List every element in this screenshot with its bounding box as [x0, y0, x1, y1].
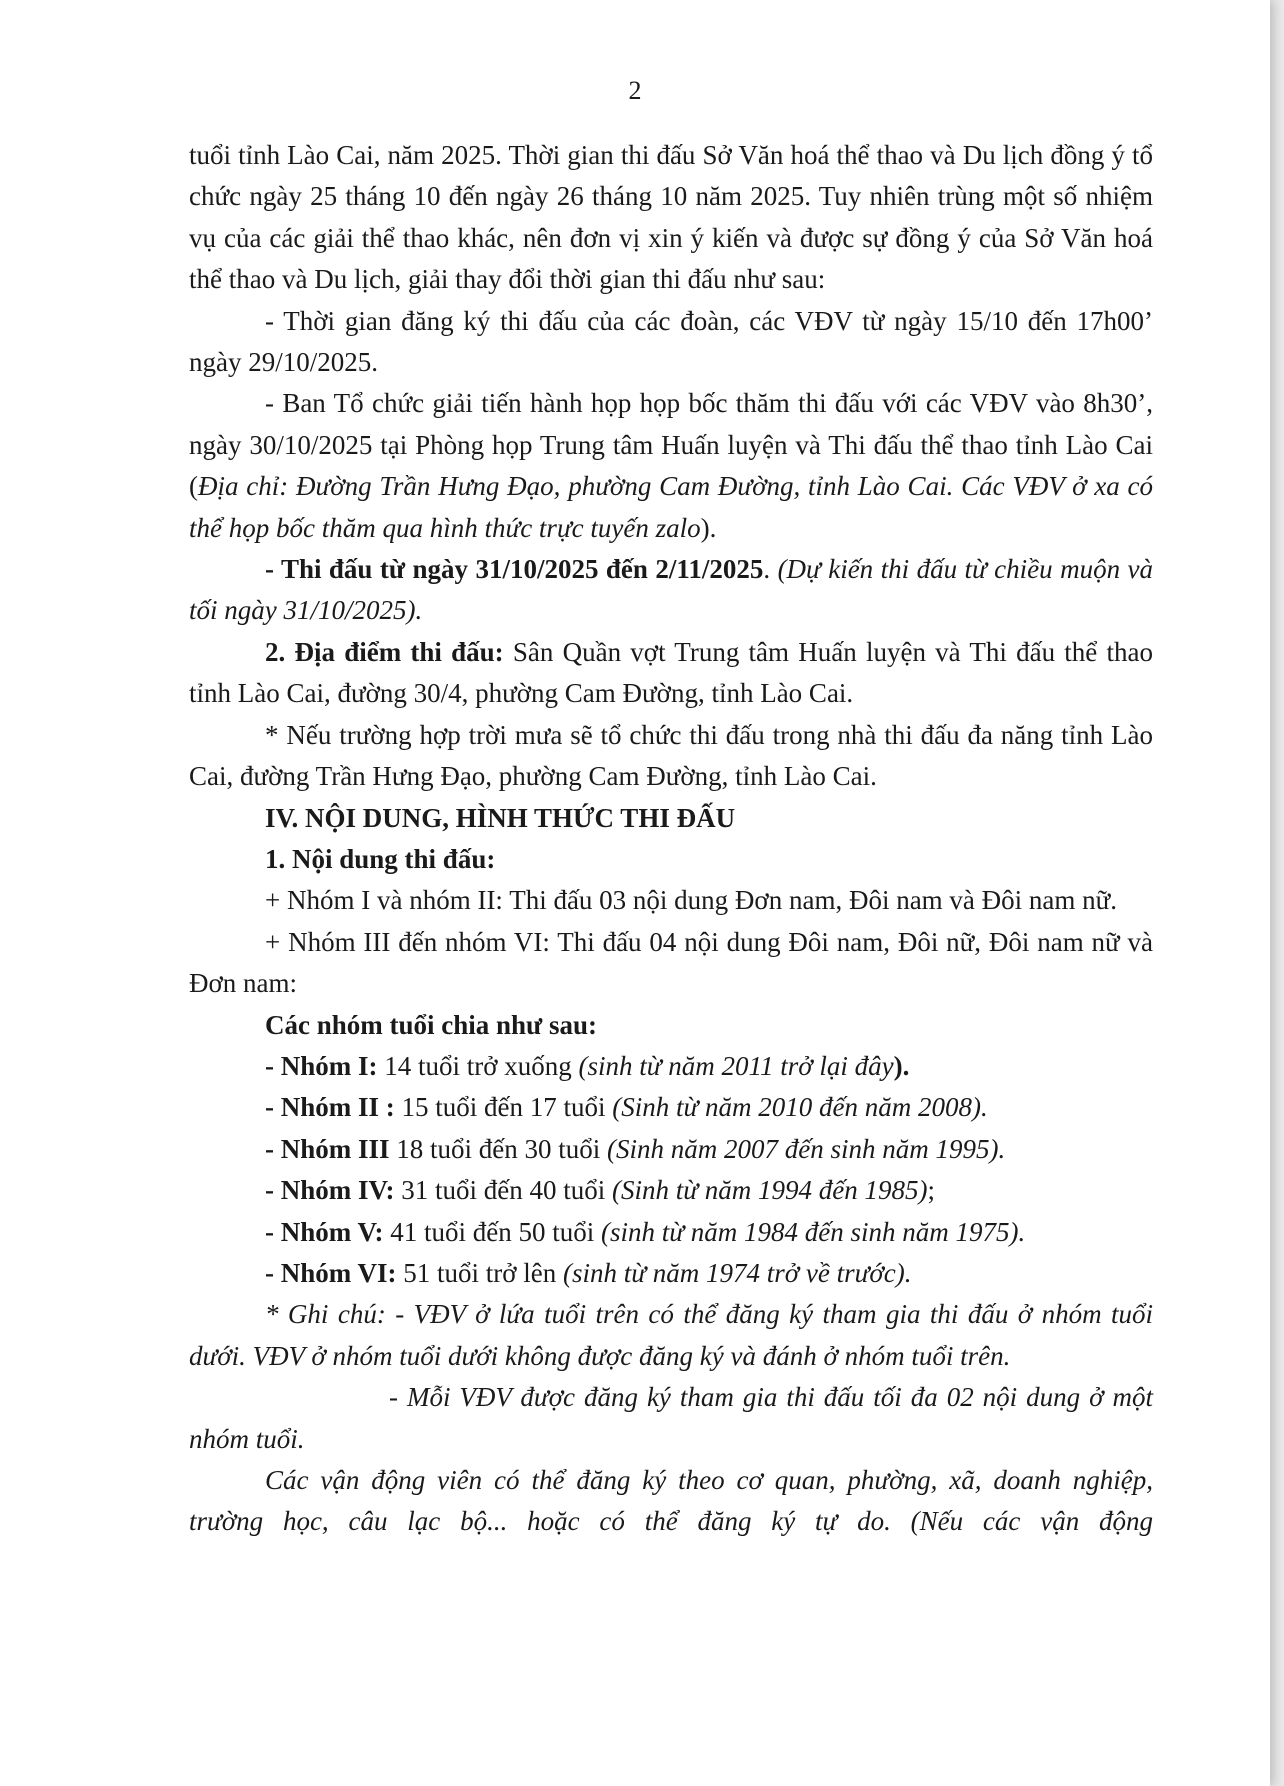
document-body [189, 135, 1153, 1543]
age-group-label: - Nhóm V: [265, 1216, 384, 1247]
note-registration [189, 1460, 1153, 1543]
age-group-label: - Nhóm II : [265, 1092, 395, 1123]
age-group-range: 14 tuổi trở xuống [377, 1050, 579, 1081]
age-group-tail: ). [893, 1050, 910, 1081]
competition-dates-note: (Dự kiến thi đấu từ chiều muộn và tối ngày 31/10/2025). [189, 554, 1153, 626]
age-group-item [189, 1212, 1153, 1253]
age-group-note: (sinh từ năm 1984 đến sinh năm 1975). [601, 1216, 1026, 1247]
age-group-tail: ; [927, 1175, 935, 1206]
age-group-item [189, 1087, 1153, 1128]
paragraph-draw-meeting [189, 383, 1153, 549]
paragraph-competition-dates [189, 549, 1153, 632]
age-group-range: 15 tuổi đến 17 tuổi [394, 1092, 613, 1123]
age-group-item [189, 1253, 1153, 1294]
age-group-note: (sinh từ năm 1974 trở về trước). [563, 1257, 912, 1288]
page-number: 2 [628, 76, 642, 105]
note-age-rule [189, 1294, 1153, 1377]
paragraph-group-3-6: + Nhóm III đến nhóm VI: Thi đấu 04 nội dung Đôi nam, Đôi nữ, Đôi nam nữ và Đơn nam: [189, 926, 1153, 999]
venue-heading: 2. Địa điểm thi đấu: [265, 636, 504, 667]
age-group-range: 51 tuổi trở lên [396, 1257, 564, 1288]
subheading-content [189, 839, 1153, 880]
competition-dates-dot: . [763, 554, 778, 585]
paragraph-group-1-2: + Nhóm I và nhóm II: Thi đấu 03 nội dung Đơn nam, Đôi nam và Đôi nam nữ. [265, 885, 1118, 916]
age-group-note: (Sinh năm 2007 đến sinh năm 1995). [607, 1133, 1006, 1164]
paragraph-venue [189, 632, 1153, 715]
paragraph-registration-time: - Thời gian đăng ký thi đấu của các đoàn, các VĐV từ ngày 15/10 đến 17h00’ ngày 29/10/2025. [189, 305, 1153, 378]
note-registration-text: Các vận động viên có thể đăng ký theo cơ quan, phường, xã, doanh nghiệp, trường học, câu lạc bộ... hoặc có thể đăng ký tự do. (Nếu các vận động [189, 1465, 1153, 1537]
section-heading-iv-text: IV. NỘI DUNG, HÌNH THỨC THI ĐẤU [265, 802, 736, 833]
subheading-content-text: 1. Nội dung thi đấu: [265, 843, 496, 874]
age-group-note: (Sinh từ năm 1994 đến 1985) [612, 1175, 928, 1206]
age-group-label: - Nhóm VI: [265, 1257, 397, 1288]
age-groups-heading-text: Các nhóm tuổi chia như sau: [265, 1009, 598, 1040]
age-group-note: (sinh từ năm 2011 trở lại đây [578, 1050, 894, 1081]
age-group-item [189, 1129, 1153, 1170]
paragraph-rain-plan: * Nếu trường hợp trời mưa sẽ tổ chức thi đấu trong nhà thi đấu đa năng tỉnh Lào Cai, đường Trần Hưng Đạo, phường Cam Đường, tỉnh Lào Cai. [189, 719, 1153, 792]
section-heading-iv [189, 798, 1153, 839]
draw-meeting-end: ). [700, 512, 717, 543]
age-group-label: - Nhóm III [265, 1133, 390, 1164]
note-max-events-text: - Mỗi VĐV được đăng ký tham gia thi đấu tối đa 02 nội dung ở một nhóm tuổi. [189, 1382, 1153, 1454]
age-group-item [189, 1046, 1153, 1087]
age-group-range: 18 tuổi đến 30 tuổi [389, 1133, 608, 1164]
age-group-range: 41 tuổi đến 50 tuổi [383, 1216, 602, 1247]
note-max-events [189, 1377, 1153, 1460]
age-group-note: (Sinh từ năm 2010 đến năm 2008). [612, 1092, 988, 1123]
note-age-rule-text: * Ghi chú: - VĐV ở lứa tuổi trên có thể đăng ký tham gia thi đấu ở nhóm tuổi dưới. VĐV ở nhóm tuổi dưới không được đăng ký và đánh ở nhóm tuổi trên. [189, 1299, 1153, 1371]
age-group-item [189, 1170, 1153, 1211]
age-groups-heading [189, 1005, 1153, 1046]
venue-text: Sân Quần vợt Trung tâm Huấn luyện và Thi đấu thể thao tỉnh Lào Cai, đường 30/4, phường Cam Đường, tỉnh Lào Cai. [189, 636, 1153, 709]
draw-meeting-address: Địa chỉ: Đường Trần Hưng Đạo, phường Cam Đường, tỉnh Lào Cai. Các VĐV ở xa có thể họp bốc thăm qua hình thức trực tuyến zalo [189, 471, 1153, 543]
age-group-label: - Nhóm I: [265, 1050, 378, 1081]
competition-dates-bold: - Thi đấu từ ngày 31/10/2025 đến 2/11/2025 [265, 554, 764, 585]
paragraph-schedule-intro: tuổi tỉnh Lào Cai, năm 2025. Thời gian thi đấu Sở Văn hoá thể thao và Du lịch đồng ý tổ chức ngày 25 tháng 10 đến ngày 26 tháng 10 năm 2025. Tuy nhiên trùng một số nhiệm vụ của các giải thể thao khác, nên đơn vị xin ý kiến và được sự đồng ý của Sở Văn hoá thể thao và Du lịch, giải thay đổi thời gian thi đấu như sau: [189, 140, 1153, 295]
age-group-range: 31 tuổi đến 40 tuổi [394, 1175, 613, 1206]
age-group-label: - Nhóm IV: [265, 1175, 395, 1206]
draw-meeting-text: - Ban Tổ chức giải tiến hành họp họp bốc thăm thi đấu với các VĐV vào 8h30’, ngày 30/10/2025 tại Phòng họp Trung tâm Huấn luyện và Thi đấu thể thao tỉnh Lào Cai ( [189, 388, 1153, 502]
